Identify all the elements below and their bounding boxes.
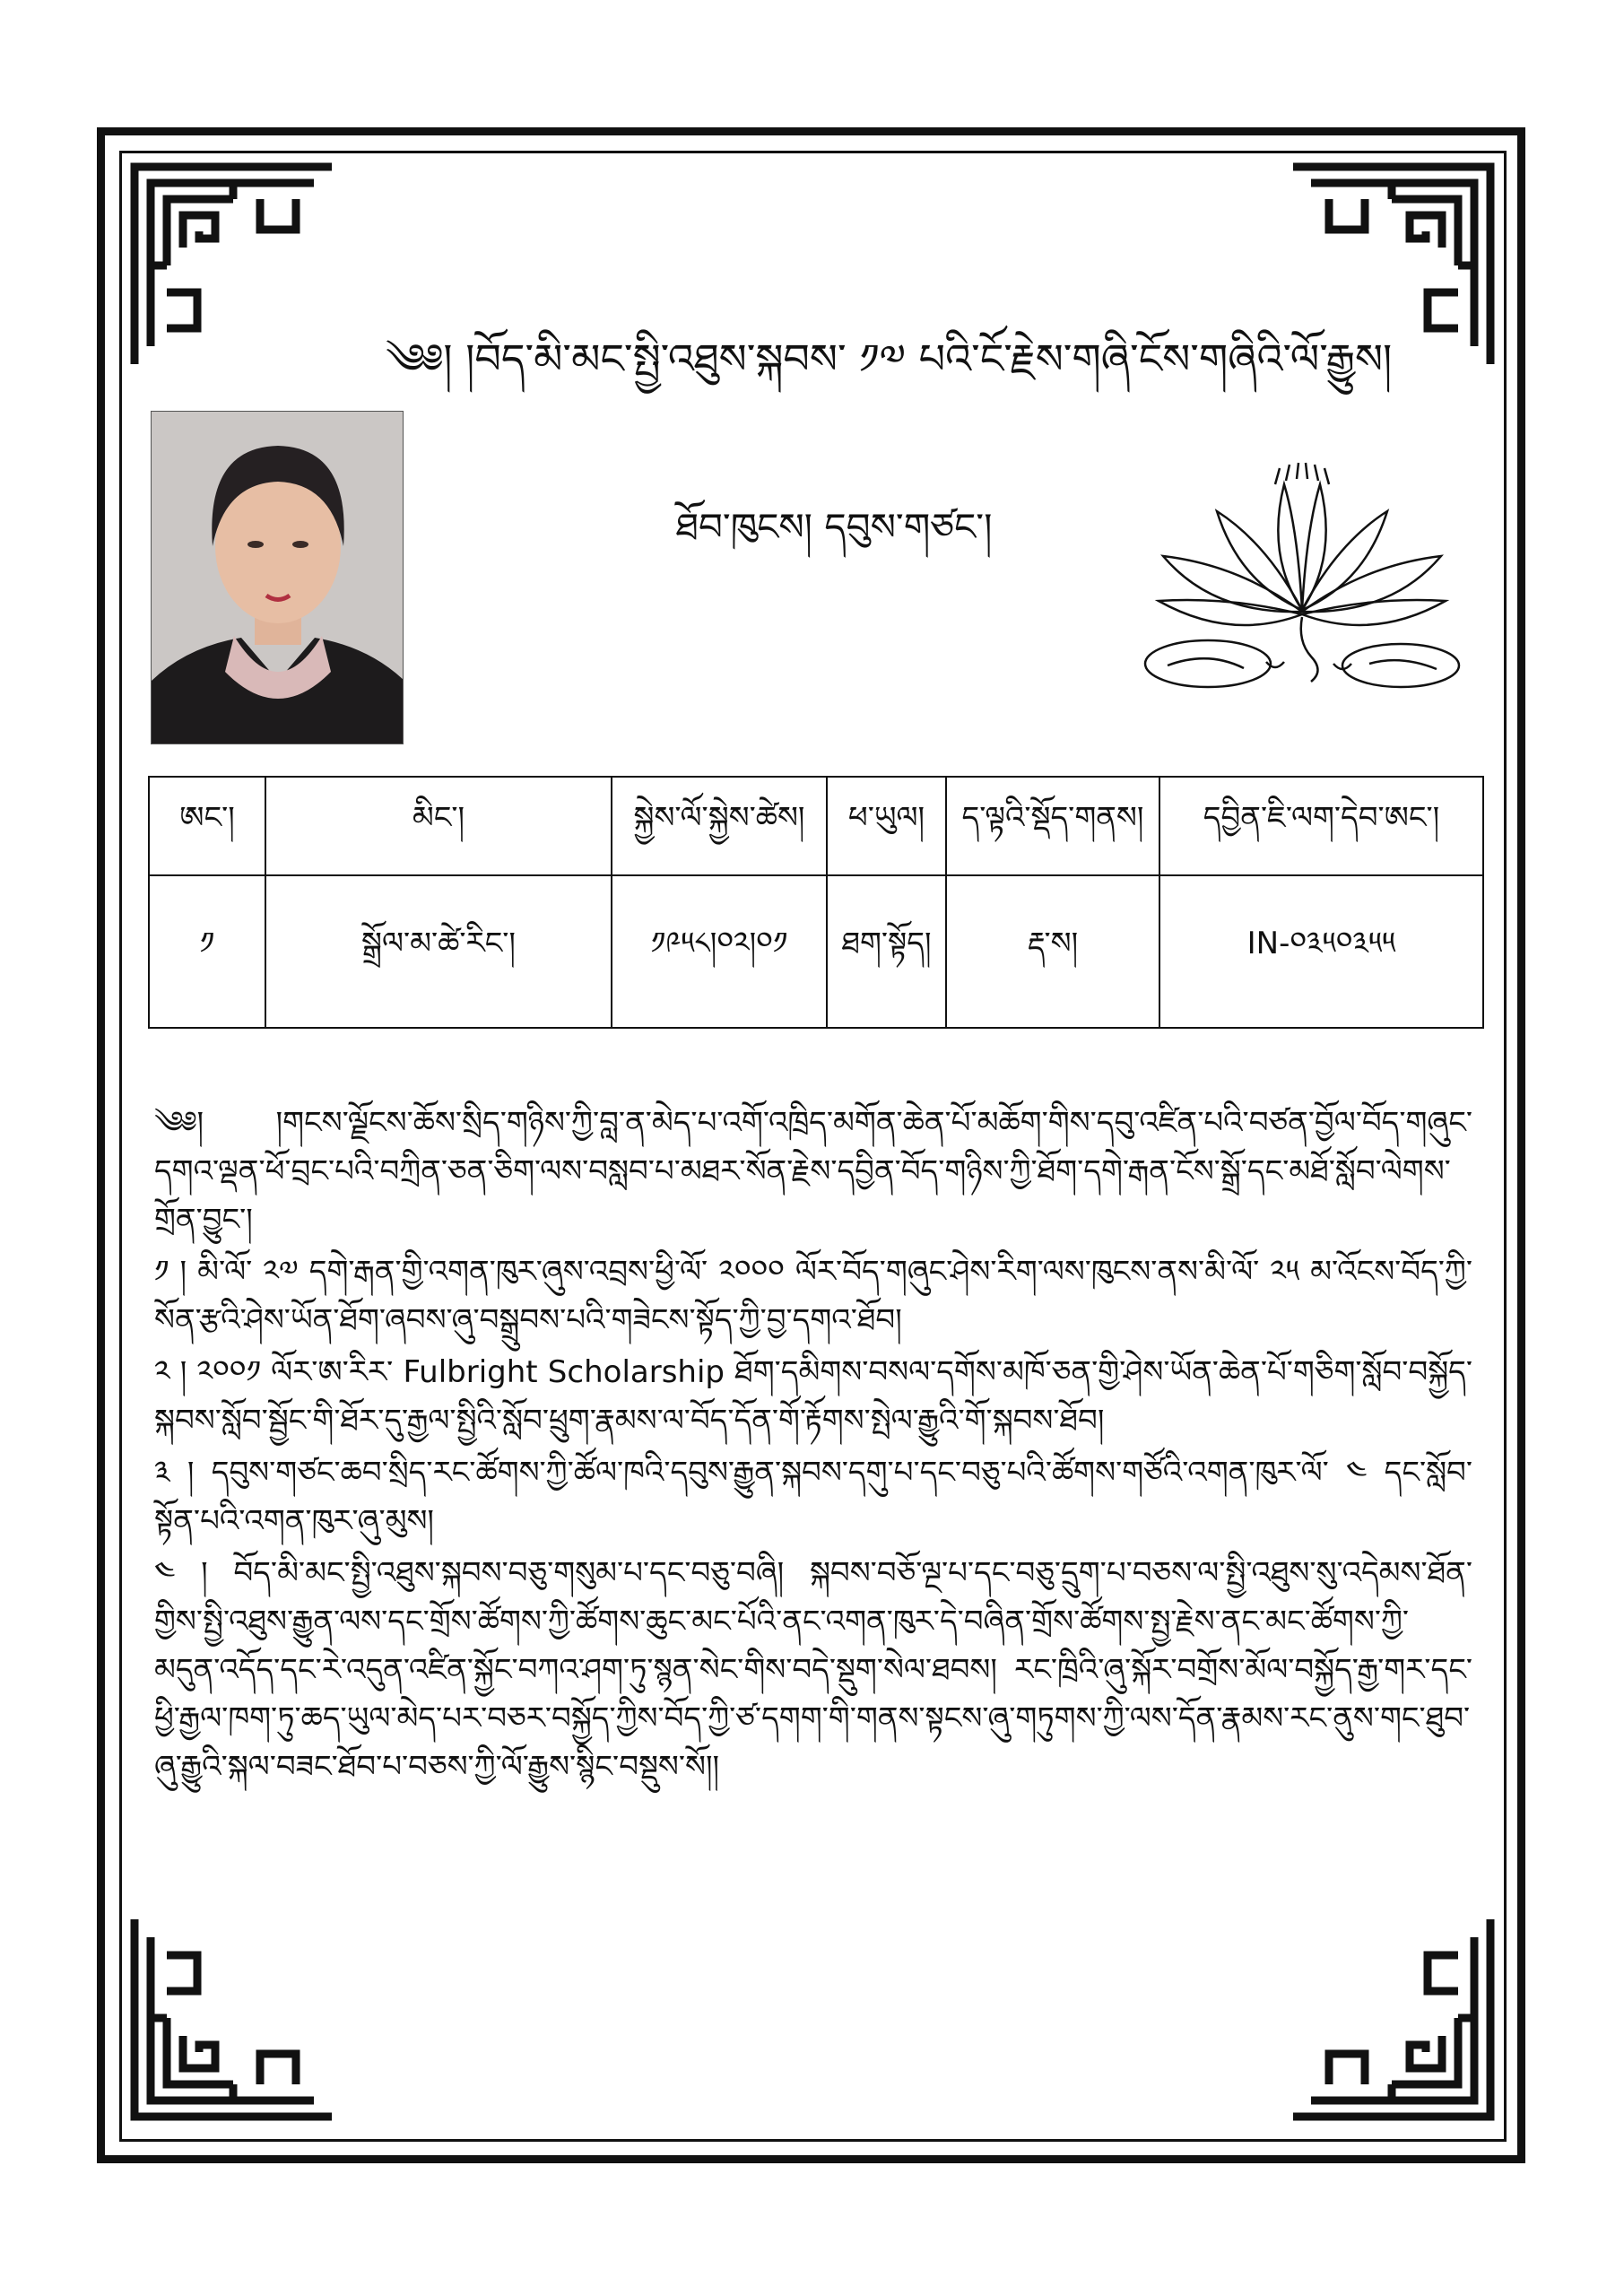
- bio-point-1: ༡ ། མི་ལོ་ ༢༧ དགེ་རྒན་གྱི་འགན་ཁུར་ཞུས་འབྲས་ཕྱི་ལོ་ ༢༠༠༠ ལོར་བོད་གཞུང་ཤེས་རིག་ལས་ཁུངས་ནས་མི་ལོ་ ༢༥ མ་འོངས་བོད་ཀྱི་སོན་རྩའི་ཤེས་ཡོན་ཐོག་ཞབས་ཞུ་བསྒྲུབས་པའི་གཟེངས་སྟོད་ཀྱི་བྱ་དགའ་ཐོབ།: [154, 1254, 1472, 1338]
- cell-book-number: IN-༠༣༥༠༣༥༥: [1159, 875, 1483, 1028]
- col-header-birthdate: སྐྱེས་ལོ་སྐྱེས་ཚེས།: [612, 777, 827, 875]
- table-header-row: [149, 777, 1483, 875]
- col-header-number: ཨང་།: [149, 777, 265, 875]
- lotus-emblem: [1132, 457, 1472, 695]
- biography-text: [154, 1099, 1472, 1795]
- bio-point-3: ༣ ། དབུས་གཙང་ཆབ་སྲིད་རང་ཚོགས་ཀྱི་ཚོལ་ཁའི་དབུས་རྒྱུན་སྐབས་དགུ་པ་དང་བཅུ་པའི་ཚོགས་གཙོའི་འགན་ཁུར་ལོ་ ༤ དང་སློབ་སྟོན་པའི་འགན་ཁུར་ཞུ་མུས།: [154, 1455, 1472, 1539]
- bio-point-2: ༢ ། ༢༠༠༡ ལོར་ཨ་རིར་ Fulbright Scholarship ཐོག་དམིགས་བསལ་དགོས་མཁོ་ཅན་གྱི་ཤེས་ཡོན་ཆེན་པོ་གཅིག་སློབ་བསྐྱོད་སྐབས་སློབ་སྦྱོང་གི་ཐོར་དུ་རྒྱལ་སྤྱིའི་སློབ་ཕྲུག་རྣམས་ལ་བོད་དོན་གོ་རྟོགས་སྤེལ་རྒྱུའི་གོ་སྐབས་ཐོབ།: [154, 1354, 1472, 1439]
- col-header-name: མིང་།: [265, 777, 612, 875]
- bio-point-4: ༤ ། བོད་མི་མང་སྤྱི་འཐུས་སྐབས་བཅུ་གསུམ་པ་དང་བཅུ་བཞི། སྐབས་བཅོ་ལྔ་པ་དང་བཅུ་དྲུག་པ་བཅས་ལ་སྤྱི་འཐུས་སུ་འདེམས་ཐོན་གྱིས་སྤྱི་འཐུས་རྒྱུན་ལས་དང་གྲོས་ཚོགས་ཀྱི་ཚོགས་ཆུང་མང་པོའི་ནང་འགན་ཁུར་དེ་བཞིན་གྲོས་ཚོགས་སྤྱ་རྗེས་ནང་མང་ཚོགས་ཀྱི་མདུན་འདོད་དང་རེ་འདུན་འཛིན་སྐྱོང་བཀའ་ཤག་ཏུ་སྙན་སེང་གིས་བདེ་སྡུག་སེལ་ཐབས། རང་ཁྲིའི་ཞུ་སྐོར་བགྲོས་མོལ་བསྐྱོད་རྒྱ་གར་དང་ཕྱི་རྒྱལ་ཁག་ཏུ་ཆད་ཡུལ་མེད་པར་བཅར་བསྐྱོད་ཀྱིས་བོད་ཀྱི་ཙ་དགག་གི་གནས་སྟངས་ཞུ་གཏུགས་ཀྱི་ལས་དོན་རྣམས་རང་ནུས་གང་ཐུབ་ཞུ་རྒྱུའི་སྐལ་བཟང་ཐོབ་པ་བཅས་ཀྱི་ལོ་རྒྱུས་སྙིང་བསྡུས་སོ།།: [154, 1555, 1472, 1785]
- col-header-residence: ད་ལྟའི་སྡོད་གནས།: [946, 777, 1159, 875]
- corner-ornament-bottom-right: [1284, 1910, 1499, 2126]
- corner-ornament-top-left: [126, 158, 341, 373]
- col-header-book-number: དབྱིན་ཇི་ལག་དེབ་ཨང་།: [1159, 777, 1483, 875]
- candidate-photo: [151, 411, 404, 744]
- table-row: [149, 875, 1483, 1028]
- cell-number: ༡: [149, 875, 265, 1028]
- bio-intro-paragraph: ༄༅། །གངས་ལྗོངས་ཆོས་སྲིད་གཉིས་ཀྱི་བླ་ན་མེད་པ་འགོ་འཁྲིད་མགོན་ཆེན་པོ་མཆོག་གིས་དབུ་འཛིན་པའི་བཙན་བྱོལ་བོད་གཞུང་དགའ་ལྡན་ཕོ་བྲང་པའི་བཀྲིན་ཅན་ཅིག་ལས་བསླབ་པ་མཐར་སོན་རྗེས་དབྱིན་བོད་གཉིས་ཀྱི་ཐོག་དགེ་རྒན་ངོས་སྒྲོ་དང་མཐོ་སློབ་ལེགས་གྲོན་བྱུང་།: [154, 1105, 1472, 1238]
- candidate-info-table: [148, 776, 1484, 1029]
- constituency-label: ཐོབ་ཁུངས། དབུས་གཙང་།: [675, 505, 993, 549]
- cell-name: སྒྲོལ་མ་ཚེ་རིང་།: [265, 875, 612, 1028]
- cell-residence: རྡ་ས།: [946, 875, 1159, 1028]
- cell-birthdate: ༡༩༥༨།༠༢།༠༡: [612, 875, 827, 1028]
- corner-ornament-bottom-left: [126, 1910, 341, 2126]
- portrait-image: [152, 412, 404, 744]
- col-header-native-place: ཕ་ཡུལ།: [827, 777, 946, 875]
- cell-native-place: ཐག་སྟོད།: [827, 875, 946, 1028]
- page-title: ༄༅། །བོད་མི་མང་སྤྱི་འཐུས་སྐབས་ ༡༧ པའི་ངོ་རྗེས་གཞི་ངོས་གཞིའི་ལོ་རྒྱུས།: [386, 335, 1393, 383]
